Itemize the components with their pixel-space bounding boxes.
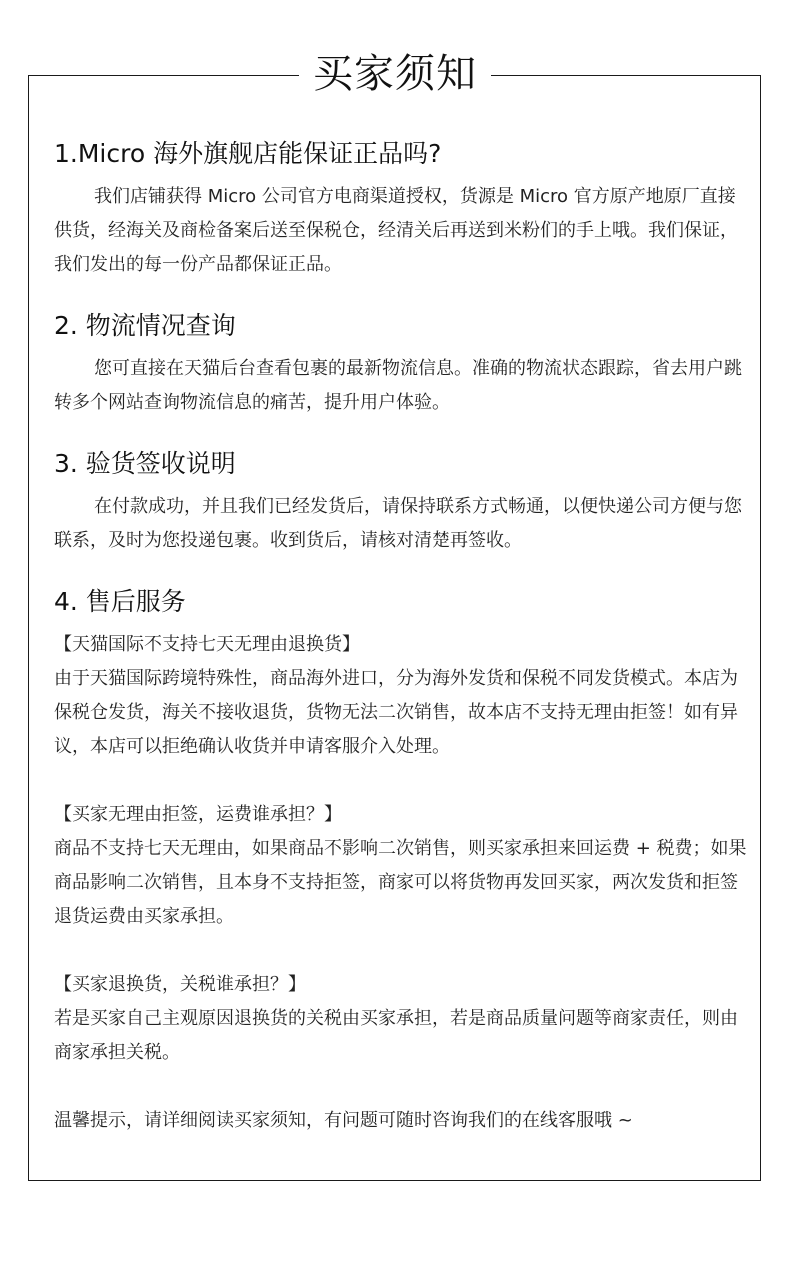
block-body: 商品不支持七天无理由，如果商品不影响二次销售，则买家承担来回运费 + 税费；如果商品影响二次销售，且本身不支持拒签，商家可以将货物再发回买家，两次发货和拒签退货运费由买家承担。 (54, 838, 747, 927)
section-heading: 1.Micro 海外旗舰店能保证正品吗? (54, 139, 442, 168)
section-logistics (54, 308, 750, 420)
footer-tip: 温馨提示，请详细阅读买家须知，有问题可随时咨询我们的在线客服哦 ~ (54, 1110, 633, 1131)
after-sales-block-no-return (54, 628, 750, 764)
block-title: 【天猫国际不支持七天无理由退换货】 (54, 634, 360, 655)
section-body: 在付款成功，并且我们已经发货后，请保持联系方式畅通，以便快递公司方便与您联系，及时为您投递包裹。收到货后，请核对清楚再签收。 (54, 496, 742, 551)
section-body: 您可直接在天猫后台查看包裹的最新物流信息。准确的物流状态跟踪，省去用户跳转多个网站查询物流信息的痛苦，提升用户体验。 (54, 358, 742, 413)
block-body: 若是买家自己主观原因退换货的关税由买家承担，若是商品质量问题等商家责任，则由商家承担关税。 (54, 1008, 738, 1063)
section-inspection (54, 446, 750, 558)
page-title: 买家须知 (299, 44, 491, 104)
section-heading: 3. 验货签收说明 (54, 449, 236, 478)
after-sales-block-refusal-shipping (54, 798, 750, 934)
after-sales-block-customs-duty (54, 968, 750, 1070)
block-title: 【买家无理由拒签，运费谁承担？】 (54, 804, 342, 825)
block-body: 由于天猫国际跨境特殊性，商品海外进口，分为海外发货和保税不同发货模式。本店为保税仓发货，海关不接收退货，货物无法二次销售，故本店不支持无理由拒签！如有异议，本店可以拒绝确认收货并申请客服介入处理。 (54, 668, 738, 757)
section-after-sales (54, 584, 750, 1138)
section-heading: 4. 售后服务 (54, 587, 186, 616)
block-title: 【买家退换货，关税谁承担？】 (54, 974, 306, 995)
section-body: 我们店铺获得 Micro 公司官方电商渠道授权，货源是 Micro 官方原产地原厂直接供货，经海关及商检备案后送至保税仓，经清关后再送到米粉们的手上哦。我们保证，我们发出的每一份产品都保证正品。 (54, 186, 738, 275)
section-heading: 2. 物流情况查询 (54, 311, 236, 340)
section-authenticity (54, 136, 750, 282)
notice-content (54, 136, 750, 1164)
